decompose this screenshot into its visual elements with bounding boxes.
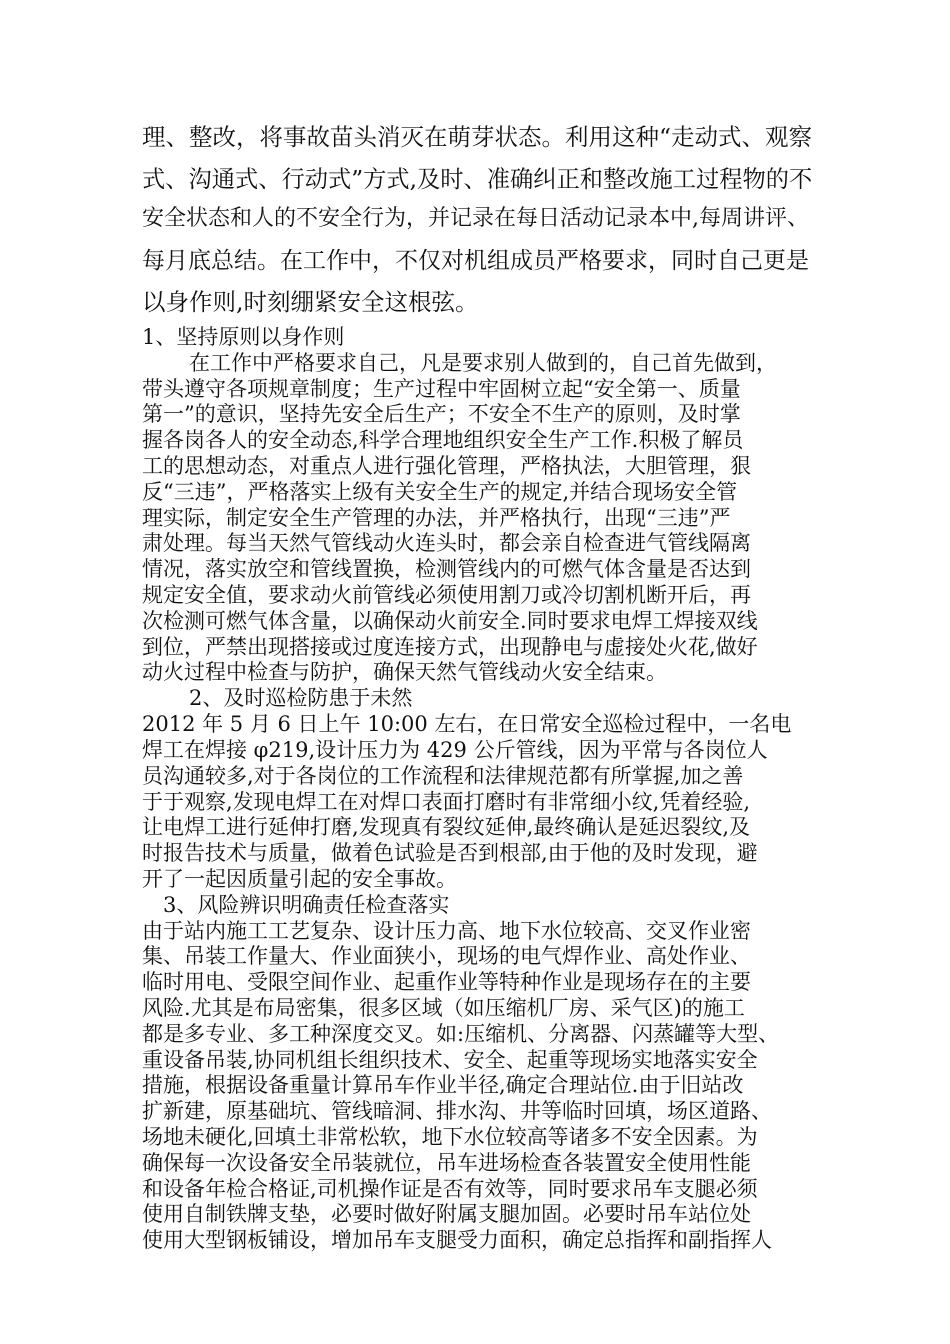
text-line: 时报告技术与质量，做着色试验是否到根部,由于他的及时发现，避 [142, 841, 758, 865]
text-line: 在工作中严格要求自己，凡是要求别人做到的，自己首先做到， [189, 351, 777, 375]
text-line: 式、沟通式、行动式”方式,及时、准确纠正和整改施工过程物的不 [142, 166, 813, 193]
text-line: 2012 年 5 月 6 日上午 10:00 左右，在日常安全巡检过程中，一名电 [142, 712, 792, 736]
text-line: 措施，根据设备重量计算吊车作业半径,确定合理站位.由于旧站改 [142, 1073, 744, 1097]
text-line: 肃处理。每当天然气管线动火连头时，都会亲自检查进气管线隔离 [142, 531, 751, 555]
text-line: 到位，严禁出现搭接或过度连接方式，出现静电与虚接处火花,做好 [142, 635, 758, 659]
text-line: 带头遵守各项规章制度；生产过程中牢固树立起“安全第一、质量 [142, 377, 741, 401]
text-line: 次检测可燃气体含量，以确保动火前安全.同时要求电焊工焊接双线 [142, 609, 758, 633]
text-line: 理、整改，将事故苗头消灭在萌芽状态。利用这种“走动式、观察 [142, 123, 813, 151]
text-line: 于于观察,发现电焊工在对焊口表面打磨时有非常细小纹,凭着经验, [142, 790, 751, 814]
text-line: 临时用电、受限空间作业、起重作业等特种作业是现场存在的主要 [142, 970, 751, 994]
section-2-heading: 2、及时巡检防患于未然 [189, 686, 413, 710]
text-line: 让电焊工进行延伸打磨,发现真有裂纹延伸,最终确认是延迟裂纹,及 [142, 815, 751, 839]
text-line: 以身作则,时刻绷紧安全这根弦。 [142, 288, 479, 316]
text-line: 重设备吊装,协同机组长组织技术、安全、起重等现场实地落实安全 [142, 1048, 758, 1072]
text-line: 理实际，制定安全生产管理的办法，并严格执行，出现“三违”严 [142, 506, 731, 530]
text-line: 风险.尤其是布局密集，很多区域（如压缩机厂房、采气区)的施工 [142, 996, 745, 1020]
text-line: 集、吊装工作量大、作业面狭小，现场的电气焊作业、高处作业、 [142, 944, 751, 968]
text-line: 焊工在焊接 φ219,设计压力为 429 公斤管线，因为平常与各岗位人 [142, 738, 768, 762]
text-line: 安全状态和人的不安全行为，并记录在每日活动记录本中,每周讲评、 [142, 206, 809, 231]
text-line: 每月底总结。在工作中，不仅对机组成员严格要求，同时自己更是 [142, 248, 809, 274]
text-line: 都是多专业、多工种深度交叉。如:压缩机、分离器、闪蒸罐等大型、 [142, 1022, 780, 1046]
text-line: 场地未硬化,回填土非常松软，地下水位较高等诸多不安全因素。为 [142, 1125, 758, 1149]
text-line: 和设备年检合格证,司机操作证是否有效等，同时要求吊车支腿必须 [142, 1177, 758, 1201]
text-line: 使用大型钢板铺设，增加吊车支腿受力面积，确定总指挥和副指挥人 [142, 1228, 772, 1252]
text-line: 员沟通较多,对于各岗位的工作流程和法律规范都有所掌握,加之善 [142, 764, 744, 788]
text-line: 动火过程中检查与防护，确保天然气管线动火安全结束。 [142, 660, 667, 684]
text-line: 工的思想动态，对重点人进行强化管理，严格执法，大胆管理，狠 [142, 454, 751, 478]
text-line: 开了一起因质量引起的安全事故。 [142, 867, 457, 891]
section-1-heading: 1、坚持原则以身作则 [142, 325, 345, 349]
section-3-heading: 3、风险辨识明确责任检查落实 [163, 893, 450, 917]
text-line: 情况，落实放空和管线置换，检测管线内的可燃气体含量是否达到 [142, 557, 751, 581]
text-line: 由于站内施工工艺复杂、设计压力高、地下水位较高、交叉作业密 [142, 919, 751, 943]
text-line: 扩新建，原基础坑、管线暗洞、排水沟、井等临时回填，场区道路、 [142, 1099, 772, 1123]
text-line: 使用自制铁牌支垫，必要时做好附属支腿加固。必要时吊车站位处 [142, 1202, 751, 1226]
text-line: 第一”的意识，坚持先安全后生产；不安全不生产的原则，及时掌 [142, 402, 741, 426]
text-line: 握各岗各人的安全动态,科学合理地组织安全生产工作.积极了解员 [142, 428, 744, 452]
text-line: 确保每一次设备安全吊装就位，吊车进场检查各装置安全使用性能 [142, 1151, 751, 1175]
text-line: 规定安全值，要求动火前管线必须使用割刀或冷切割机断开后，再 [142, 583, 751, 607]
text-line: 反“三违”，严格落实上级有关安全生产的规定,并结合现场安全管 [142, 480, 738, 504]
